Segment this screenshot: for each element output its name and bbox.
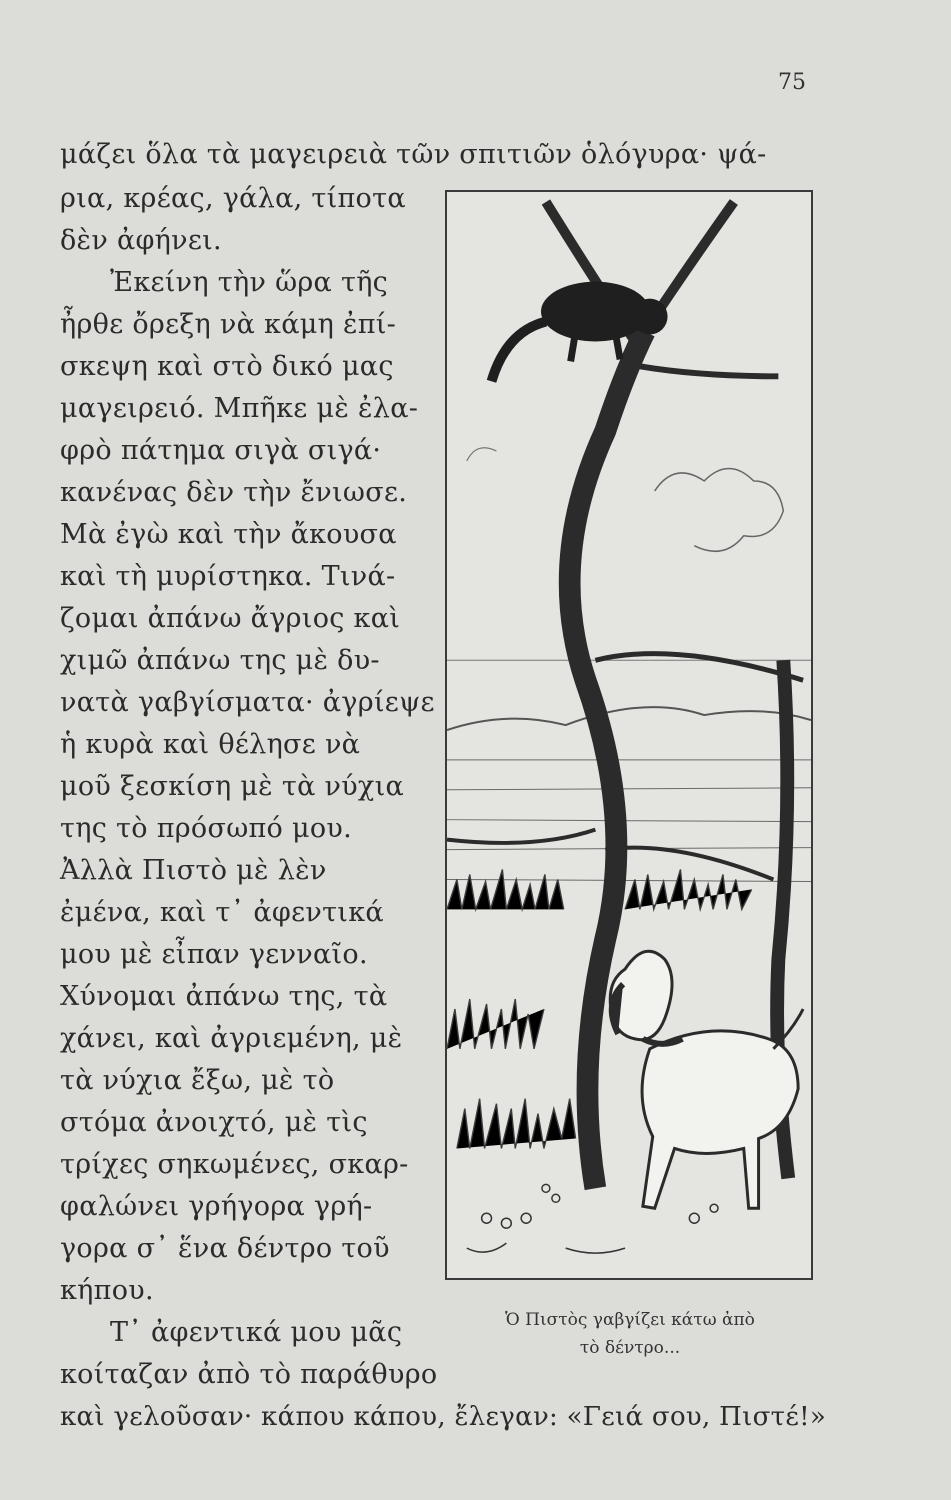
text-line: ἡ κυρὰ καὶ θέλησε νὰ <box>60 729 361 760</box>
text-line: μάζει ὅλα τὰ μαγειρειὰ τῶν σπιτιῶν ὁλόγυρα· ψά- <box>60 139 767 170</box>
text-line: τὰ νύχια ἔξω, μὲ τὸ <box>60 1065 335 1096</box>
text-line: Ἀλλὰ Πιστὸ μὲ λὲν <box>60 855 327 886</box>
text-line: ἐμένα, καὶ τ᾽ ἀφεντικά <box>60 897 384 928</box>
text-line: νατὰ γαβγίσματα· ἀγρίεψε <box>60 687 435 718</box>
text-line: ζομαι ἀπάνω ἄγριος καὶ <box>60 603 401 634</box>
text-line: γορα σ᾽ ἕνα δέντρο τοῦ <box>60 1233 390 1264</box>
text-line: στόμα ἀνοιχτό, μὲ τὶς <box>60 1107 368 1138</box>
text-line: σκεψη καὶ στὸ δικό μας <box>60 351 394 382</box>
text-line: της τὸ πρόσωπό μου. <box>60 813 352 844</box>
text-line: καὶ τὴ μυρίστηκα. Τινά- <box>60 561 396 592</box>
text-line: μου μὲ εἶπαν γενναῖο. <box>60 939 368 970</box>
text-line: κοίταζαν ἀπὸ τὸ παράθυρο <box>60 1359 438 1390</box>
text-line: Ἐκείνη τὴν ὥρα τῆς <box>110 267 389 298</box>
text-line: χάνει, καὶ ἀγριεμένη, μὲ <box>60 1023 403 1054</box>
text-line: φαλώνει γρήγορα γρή- <box>60 1191 373 1222</box>
text-line: Μὰ ἐγὼ καὶ τὴν ἄκουσα <box>60 519 397 550</box>
text-line: μαγειρειό. Μπῆκε μὲ ἐλα- <box>60 393 419 424</box>
text-line: ἦρθε ὄρεξη νὰ κάμη ἐπί- <box>60 309 397 340</box>
text-line: καὶ γελοῦσαν· κάπου κάπου, ἔλεγαν: «Γειά σου, Πιστέ!» <box>60 1402 827 1432</box>
text-line: μοῦ ξεσκίση μὲ τὰ νύχια <box>60 771 405 802</box>
text-line: τρίχες σηκωμένες, σκαρ- <box>60 1149 409 1180</box>
text-line: κανένας δὲν τὴν ἔνιωσε. <box>60 477 408 508</box>
figure-caption: τὸ δέντρο... <box>579 1338 681 1358</box>
text-line: Τ᾽ ἀφεντικά μου μᾶς <box>110 1317 403 1348</box>
page-number: 75 <box>778 70 806 95</box>
text-line: Χύνομαι ἀπάνω της, τὰ <box>60 981 388 1012</box>
text-line: φρὸ πάτημα σιγὰ σιγά· <box>60 435 382 466</box>
text-line: δὲν ἀφήνει. <box>60 225 222 256</box>
illustration-frame <box>445 190 813 1280</box>
text-line: χιμῶ ἀπάνω της μὲ δυ- <box>60 645 380 676</box>
text-line: κήπου. <box>60 1275 154 1306</box>
figure-caption: Ὁ Πιστὸς γαβγίζει κάτω ἀπὸ <box>505 1310 755 1330</box>
text-line: ρια, κρέας, γάλα, τίποτα <box>60 183 406 214</box>
tree-cat-dog-illustration <box>447 192 811 1278</box>
